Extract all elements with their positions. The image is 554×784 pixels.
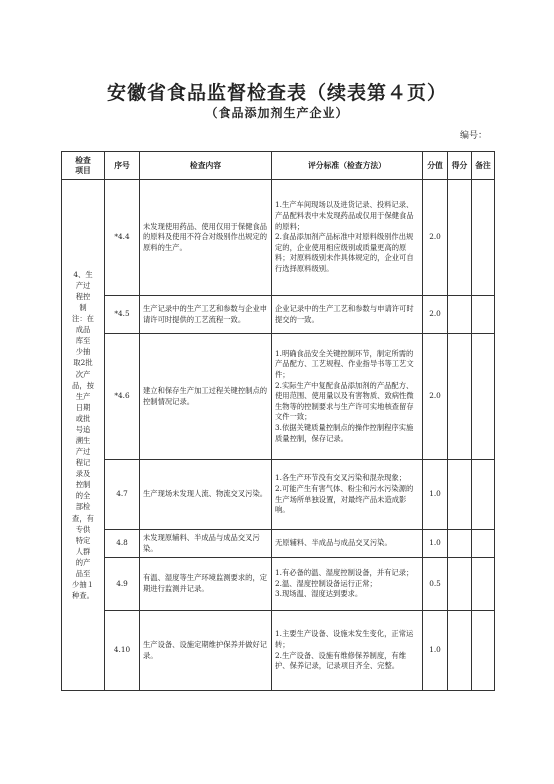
row-note[interactable] bbox=[472, 180, 495, 296]
row-note[interactable] bbox=[472, 334, 495, 460]
row-standard: 1.明确食品安全关键控制环节，制定所需的产品配方、工艺规程、作业指导书等工艺文件； 2.实际生产中复配食品添加剂的产品配方、使用范围、使用量以及有害物质、致病性微生物等的控制要求与生产许可实地核查留存文件一致； 3.依据关键质量控制点的操作控制程序实施质量控制，保存记录。 bbox=[272, 334, 423, 460]
row-standard: 企业记录中的生产工艺和参数与申请许可时提交的一致。 bbox=[272, 296, 423, 334]
item-cell: 4、生 产过 程控 制 注：在 成品 库至 少抽 取2批 次产 品，按 生产 日期 或批 号追 溯生 产过 程记 录及 控制 的全 部检 查，有 专供 特定 人群 的产 品至 少抽１ 种查。 bbox=[62, 180, 105, 691]
row-no: 4.9 bbox=[105, 558, 140, 611]
table-row bbox=[62, 558, 495, 611]
page-subtitle: （食品添加剂生产企业） bbox=[205, 106, 349, 120]
row-no: 4.8 bbox=[105, 530, 140, 558]
row-content: 未发现使用药品、使用仅用于保健食品的原料及使用不符合对级别作出规定的原料的生产。 bbox=[140, 180, 272, 296]
row-content: 生产记录中的生产工艺和参数与企业申请许可时提供的工艺流程一致。 bbox=[140, 296, 272, 334]
page-title: 安徽省食品监督检查表（续表第４页） bbox=[106, 82, 447, 104]
row-score: 2.0 bbox=[423, 334, 448, 460]
row-note[interactable] bbox=[472, 460, 495, 530]
document-number-label: 编号： bbox=[459, 131, 487, 141]
table-row bbox=[62, 296, 495, 334]
table-row bbox=[62, 334, 495, 460]
header-score: 分值 bbox=[423, 152, 448, 180]
row-got-score[interactable] bbox=[448, 334, 472, 460]
row-content: 生产现场未发现人流、物流交叉污染。 bbox=[140, 460, 272, 530]
row-content: 建立和保存生产加工过程关键控制点的控制情况记录。 bbox=[140, 334, 272, 460]
row-no: *4.4 bbox=[105, 180, 140, 296]
row-score: 1.0 bbox=[423, 611, 448, 691]
inspection-table bbox=[61, 151, 495, 691]
header-standard: 评分标准（检查方法） bbox=[272, 152, 423, 180]
table-row bbox=[62, 460, 495, 530]
row-note[interactable] bbox=[472, 611, 495, 691]
table-row bbox=[62, 611, 495, 691]
row-standard: 1.各生产环节没有交叉污染和混杂现象； 2.可能产生有害气体、粉尘和污水污染源的生产场所单独设置，对最终产品未造成影响。 bbox=[272, 460, 423, 530]
row-got-score[interactable] bbox=[448, 611, 472, 691]
header-no: 序号 bbox=[105, 152, 140, 180]
row-score: 1.0 bbox=[423, 460, 448, 530]
table-header-row bbox=[62, 152, 495, 180]
row-got-score[interactable] bbox=[448, 460, 472, 530]
row-standard: 1.生产车间现场以及进货记录、投料记录、产品配料表中未发现药品或仅用于保健食品的原料； 2.食品添加剂产品标准中对原料级别作出规定的，企业使用相应级别或质量更高的原料；对原料级别未作具体规定的，企业可自行选择原料级别。 bbox=[272, 180, 423, 296]
header-item: 检查 项目 bbox=[62, 152, 105, 180]
row-got-score[interactable] bbox=[448, 296, 472, 334]
row-content: 生产设备、设施定期维护保养并做好记录。 bbox=[140, 611, 272, 691]
row-note[interactable] bbox=[472, 296, 495, 334]
row-score: 0.5 bbox=[423, 558, 448, 611]
header-content: 检查内容 bbox=[140, 152, 272, 180]
row-score: 2.0 bbox=[423, 296, 448, 334]
row-content: 有温、湿度等生产环境监测要求的，定期进行监测并记录。 bbox=[140, 558, 272, 611]
row-score: 2.0 bbox=[423, 180, 448, 296]
row-standard: 1.有必备的温、湿度控制设备，并有记录； 2.温、湿度控制设备运行正常； 3.现场温、湿度达到要求。 bbox=[272, 558, 423, 611]
table-row bbox=[62, 180, 495, 296]
row-got-score[interactable] bbox=[448, 530, 472, 558]
header-note: 备注 bbox=[472, 152, 495, 180]
row-no: *4.5 bbox=[105, 296, 140, 334]
row-standard: 1.主要生产设备、设施未发生变化，正常运转； 2.生产设备、设施有维修保养制度，有维护、保养记录，记录项目齐全、完整。 bbox=[272, 611, 423, 691]
row-note[interactable] bbox=[472, 530, 495, 558]
row-no: *4.6 bbox=[105, 334, 140, 460]
row-got-score[interactable] bbox=[448, 180, 472, 296]
row-got-score[interactable] bbox=[448, 558, 472, 611]
row-score: 1.0 bbox=[423, 530, 448, 558]
header-got: 得分 bbox=[448, 152, 472, 180]
row-no: 4.10 bbox=[105, 611, 140, 691]
row-standard: 无原辅料、半成品与成品交叉污染。 bbox=[272, 530, 423, 558]
row-note[interactable] bbox=[472, 558, 495, 611]
row-no: 4.7 bbox=[105, 460, 140, 530]
row-content: 未发现原辅料、半成品与成品交叉污染。 bbox=[140, 530, 272, 558]
table-row bbox=[62, 530, 495, 558]
